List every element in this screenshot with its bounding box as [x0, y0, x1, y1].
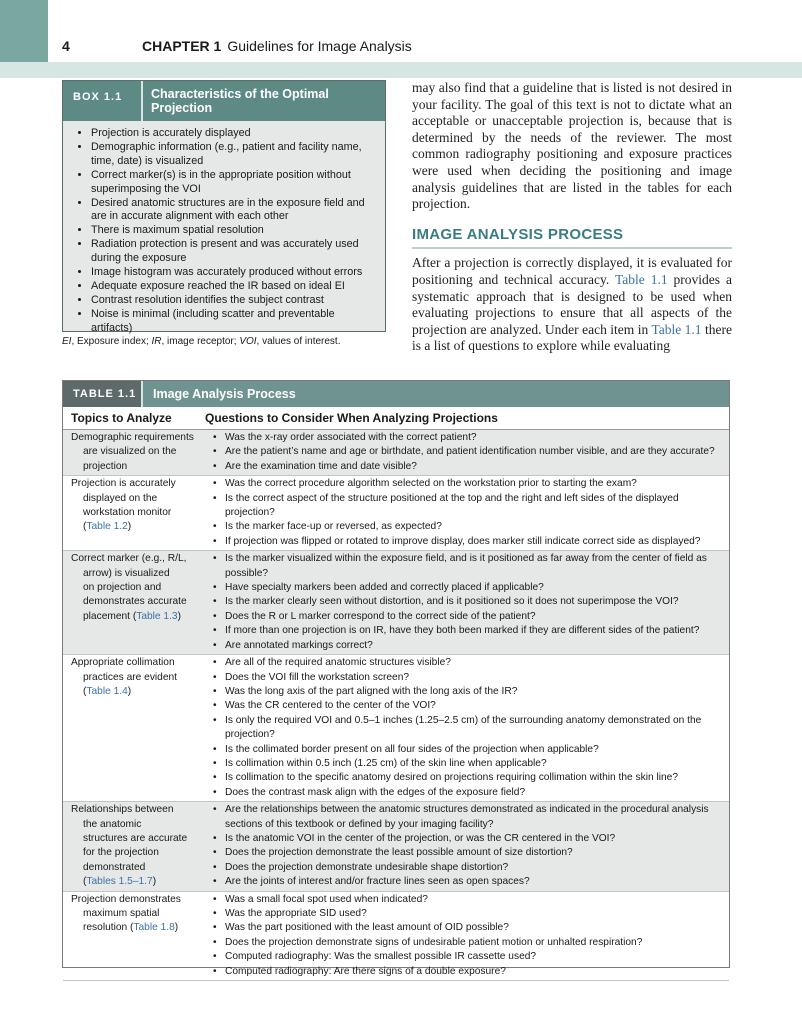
- table-row: [63, 892, 729, 981]
- chapter-tab: [0, 0, 48, 62]
- chapter-title: Guidelines for Image Analysis: [227, 38, 412, 54]
- table-tag: TABLE 1.1: [73, 388, 137, 400]
- section-heading: IMAGE ANALYSIS PROCESS: [412, 227, 732, 250]
- box-list: [63, 121, 385, 336]
- table-header: [63, 381, 729, 407]
- abbr-ir: IR: [151, 336, 162, 347]
- question-item: • Does the VOI fill the workstation screen?: [213, 671, 725, 685]
- topic-suffix: ): [152, 876, 157, 888]
- question-item: • Are the relationships between the anatomic structures demonstrated as indicated in the procedural analysis sections of this textbook or defined by your imaging facility?: [213, 803, 725, 832]
- topic-suffix: ): [177, 610, 181, 622]
- text-run: provides a systematic approach that is designed to be used when evaluating projections to ensure that all aspects of the projection are analyzed. Under each item in: [412, 271, 732, 337]
- chapter-tab-strip: [0, 62, 48, 78]
- topic-line: demonstrates accurate: [83, 596, 187, 608]
- table-body: [63, 430, 729, 981]
- question-list: [197, 551, 729, 654]
- box-item: • Contrast resolution identifies the subject contrast: [91, 294, 375, 308]
- text-run: there is a list of questions to explore while evaluating: [412, 321, 732, 354]
- topic-line: maximum spatial: [83, 908, 160, 919]
- table-link[interactable]: Table 1.1: [614, 271, 668, 287]
- question-item: • Is the anatomic VOI in the center of the projection, or was the CR centered in the VOI?: [213, 832, 725, 846]
- question-item: • Are the patient’s name and age or birthdate, and patient identification number visible, and are they accurate?: [213, 445, 725, 459]
- question-item: • Was the correct procedure algorithm selected on the workstation prior to starting the exam?: [213, 477, 725, 491]
- topic-prefix: resolution (: [83, 922, 134, 934]
- question-item: • Is the marker visualized within the exposure field, and is it positioned as far away from the center of field as possible?: [213, 552, 725, 581]
- paragraph: may also find that a guideline that is listed is not desired in your facility. The goal of this text is not to dictate what an acceptable or unacceptable projection is, because that is determined by the needs of the reviewer. The most common radiography positioning and exposure practices were used when deciding the positioning and image analysis guidelines that are listed in the tables for each projection.: [412, 80, 732, 212]
- topic-cell: [63, 802, 197, 890]
- column-headers: [63, 407, 729, 430]
- question-list: [197, 802, 729, 890]
- question-item: • Are the examination time and date visible?: [213, 460, 725, 474]
- topic-line: Projection demonstrates: [71, 893, 181, 905]
- question-item: • Have specialty markers been added and correctly placed if applicable?: [213, 581, 725, 595]
- question-item: • Is the marker clearly seen without distortion, and is it positioned so it does not superimpose the VOI?: [213, 595, 725, 609]
- question-item: • Are annotated markings correct?: [213, 639, 725, 653]
- topic-prefix: (: [83, 876, 87, 888]
- question-list: [197, 476, 729, 550]
- question-list: [197, 430, 729, 475]
- question-item: • Is the collimated border present on all four sides of the projection when applicable?: [213, 743, 725, 757]
- box-tag: BOX 1.1: [73, 91, 123, 103]
- topic-line: projection: [83, 460, 128, 472]
- table-link[interactable]: Table 1.1: [651, 321, 702, 337]
- box-footnote: [62, 336, 340, 347]
- question-item: • Was the part positioned with the least amount of OID possible?: [213, 921, 725, 935]
- table-1-1: [62, 380, 730, 977]
- topic-line: [71, 610, 195, 624]
- topic-line: [71, 875, 195, 889]
- table-link[interactable]: Table 1.8: [133, 922, 175, 934]
- question-item: • Computed radiography: Was the smallest possible IR cassette used?: [213, 950, 725, 964]
- question-item: • Are the joints of interest and/or fracture lines seen as open spaces?: [213, 875, 725, 889]
- topic-line: practices are evident: [83, 671, 178, 683]
- box-item: • There is maximum spatial resolution: [91, 224, 375, 238]
- question-item: • Is collimation within 0.5 inch (1.25 cm) of the skin line when applicable?: [213, 757, 725, 771]
- topic-cell: [63, 655, 197, 801]
- abbr-ir-def: , image receptor;: [161, 336, 240, 347]
- topic-line: on projection and: [83, 582, 162, 594]
- question-list: [197, 892, 729, 980]
- topic-line: arrow) is visualized: [83, 567, 170, 579]
- topic-line: workstation monitor: [83, 507, 172, 519]
- chapter-label: CHAPTER 1: [142, 38, 222, 54]
- table-link[interactable]: Tables 1.5–1.7: [86, 876, 153, 888]
- question-item: • Are all of the required anatomic structures visible?: [213, 656, 725, 670]
- question-item: • If more than one projection is on IR, have they both been marked if they are different sides of the patient?: [213, 624, 725, 638]
- topic-prefix: placement (: [83, 610, 137, 622]
- topic-cell: [63, 430, 197, 475]
- topic-cell: [63, 476, 197, 550]
- header-band: [48, 62, 802, 78]
- abbr-ei-def: , Exposure index;: [71, 336, 152, 347]
- box-item: • Correct marker(s) is in the appropriate position without superimposing the VOI: [91, 169, 375, 197]
- topic-line: for the projection: [83, 847, 159, 859]
- column-header-topics: Topics to Analyze: [71, 411, 172, 425]
- box-title: Characteristics of the Optimal Projection: [141, 81, 385, 121]
- topic-prefix: (: [83, 521, 87, 533]
- topic-suffix: ): [127, 521, 132, 533]
- running-header: [142, 38, 412, 54]
- box-1-1: [62, 80, 386, 332]
- body-text-column: [412, 80, 732, 355]
- topic-line: [71, 921, 195, 935]
- question-list: [197, 655, 729, 801]
- paragraph: [412, 255, 732, 355]
- question-item: • Was the appropriate SID used?: [213, 907, 725, 921]
- box-header: [63, 81, 385, 121]
- box-item: • Noise is minimal (including scatter and preventable artifacts): [91, 308, 375, 336]
- topic-line: demonstrated: [83, 861, 146, 873]
- question-item: • Computed radiography: Are there signs of a double exposure?: [213, 965, 725, 979]
- question-item: • Was a small focal spot used when indicated?: [213, 893, 725, 907]
- table-row: [63, 476, 729, 551]
- question-item: • Does the contrast mask align with the edges of the exposure field?: [213, 786, 725, 800]
- topic-cell: [63, 892, 197, 980]
- topic-line: Appropriate collimation: [71, 657, 175, 669]
- question-item: • Was the CR centered to the center of the VOI?: [213, 699, 725, 713]
- question-item: • Does the projection demonstrate signs of undesirable patient motion or unhalted respiration?: [213, 936, 725, 950]
- topic-cell: [63, 551, 197, 654]
- table-row: [63, 430, 729, 476]
- table-row: [63, 655, 729, 802]
- table-row: [63, 551, 729, 655]
- topic-prefix: (: [83, 685, 87, 697]
- question-item: • Was the x-ray order associated with the correct patient?: [213, 431, 725, 445]
- abbr-voi: VOI: [239, 336, 257, 347]
- topic-line: Demographic requirements: [71, 432, 194, 443]
- question-item: • If projection was flipped or rotated to improve display, does marker still indicate correct side as displayed?: [213, 535, 725, 549]
- question-item: • Does the projection demonstrate undesirable shape distortion?: [213, 861, 725, 875]
- box-item: • Projection is accurately displayed: [91, 127, 375, 141]
- question-item: • Is only the required VOI and 0.5–1 inches (1.25–2.5 cm) of the surrounding anatomy demonstrated on the projection?: [213, 714, 725, 743]
- table-link[interactable]: Table 1.3: [136, 610, 178, 622]
- topic-line: Relationships between: [71, 804, 174, 816]
- topic-line: [71, 685, 195, 699]
- table-link[interactable]: Table 1.4: [86, 685, 128, 697]
- box-item: • Desired anatomic structures are in the exposure field and are in accurate alignment with each other: [91, 197, 375, 225]
- topic-suffix: ): [127, 685, 132, 697]
- page-number: 4: [62, 38, 70, 54]
- question-item: • Is collimation to the specific anatomy desired on projections requiring collimation within the skin line?: [213, 771, 725, 785]
- question-item: • Was the long axis of the part aligned with the long axis of the IR?: [213, 685, 725, 699]
- topic-line: displayed on the: [83, 492, 158, 504]
- abbr-voi-def: , values of interest.: [256, 336, 341, 347]
- text-run: After a projection is correctly displayed, it is evaluated for positioning and technical accuracy.: [412, 255, 732, 287]
- topic-line: the anatomic: [83, 818, 142, 830]
- table-link[interactable]: Table 1.2: [86, 521, 128, 533]
- question-item: • Does the projection demonstrate the least possible amount of size distortion?: [213, 846, 725, 860]
- topic-suffix: ): [174, 922, 179, 934]
- box-item: • Demographic information (e.g., patient and facility name, time, date) is visualized: [91, 141, 375, 169]
- table-row: [63, 802, 729, 891]
- topic-line: are visualized on the: [83, 446, 177, 458]
- box-item: • Image histogram was accurately produced without errors: [91, 266, 375, 280]
- column-header-questions: Questions to Consider When Analyzing Projections: [205, 411, 498, 425]
- question-item: • Is the marker face-up or reversed, as expected?: [213, 520, 725, 534]
- abbr-ei: EI: [62, 336, 72, 347]
- question-item: • Is the correct aspect of the structure positioned at the top and the right and left sides of the displayed projection?: [213, 492, 725, 521]
- topic-line: Projection is accurately: [71, 478, 176, 490]
- table-title: Image Analysis Process: [141, 381, 729, 407]
- box-item: • Adequate exposure reached the IR based on ideal EI: [91, 280, 375, 294]
- topic-line: [71, 520, 195, 534]
- question-item: • Does the R or L marker correspond to the correct side of the patient?: [213, 610, 725, 624]
- topic-line: Correct marker (e.g., R/L,: [71, 553, 187, 565]
- box-item: • Radiation protection is present and was accurately used during the exposure: [91, 238, 375, 266]
- topic-line: structures are accurate: [83, 832, 188, 844]
